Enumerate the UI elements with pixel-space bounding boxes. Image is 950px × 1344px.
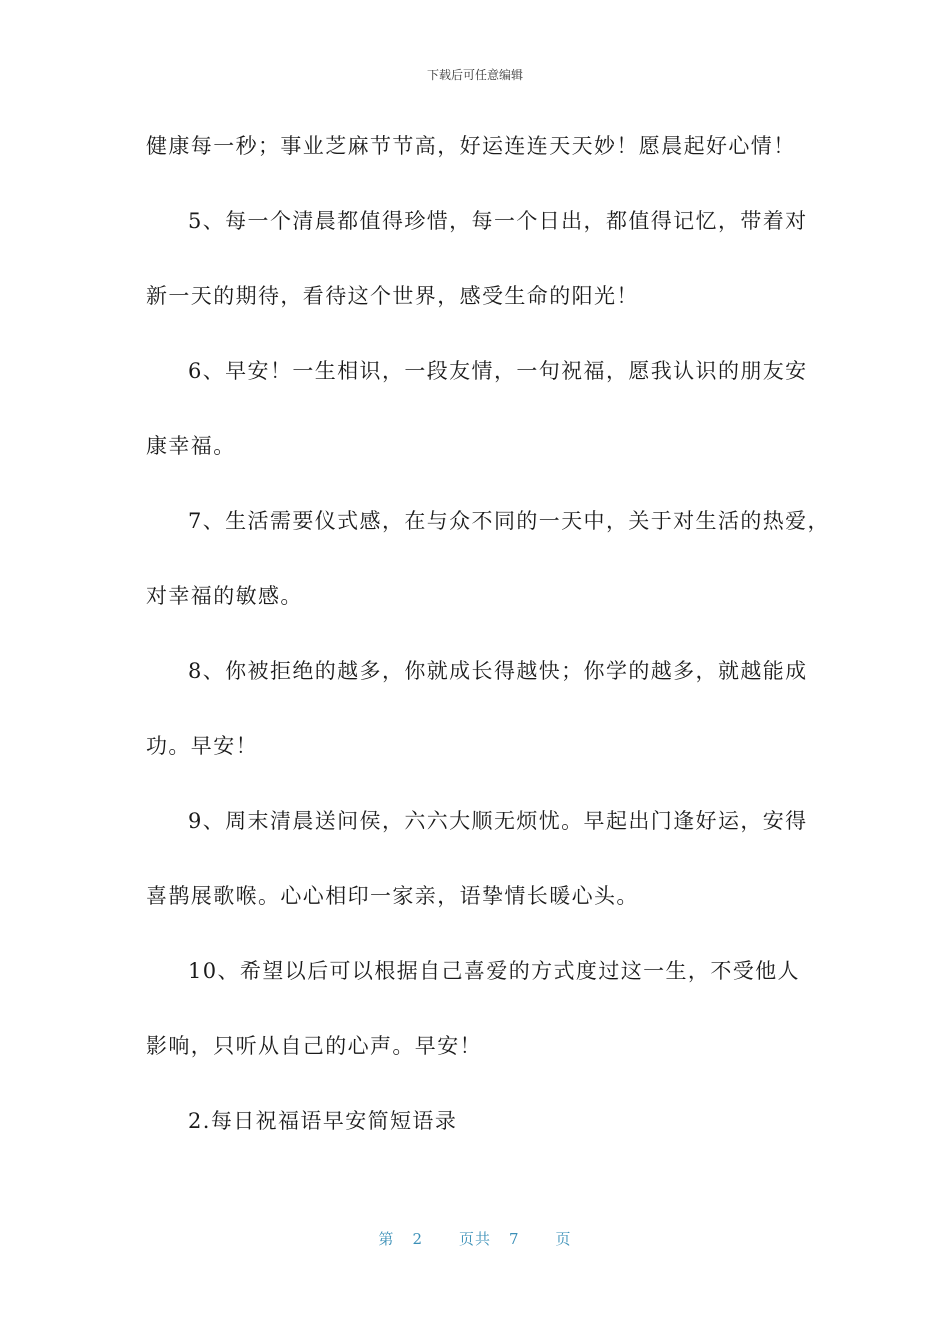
footer-suffix: 页 bbox=[555, 1230, 572, 1248]
total-pages-number: 7 bbox=[509, 1230, 520, 1248]
paragraph-line: 10、希望以后可以根据自己喜爱的方式度过这一生，不受他人 bbox=[188, 959, 800, 983]
paragraph-line: 健康每一秒；事业芝麻节节高，好运连连天天妙！愿晨起好心情！ bbox=[146, 134, 796, 158]
paragraph-line: 功。早安！ bbox=[146, 734, 258, 758]
paragraph-line: 5、每一个清晨都值得珍惜，每一个日出，都值得记忆，带着对 bbox=[188, 209, 808, 233]
paragraph-line: 影响，只听从自己的心声。早安！ bbox=[146, 1034, 482, 1058]
footer-prefix: 第 bbox=[378, 1230, 395, 1248]
page-header: 下载后可任意编辑 bbox=[426, 68, 523, 82]
document-body bbox=[146, 126, 830, 1176]
paragraph-line: 6、早安！一生相识，一段友情，一句祝福，愿我认识的朋友安 bbox=[188, 359, 808, 383]
page-footer bbox=[0, 1228, 950, 1249]
paragraph-line: 7、生活需要仪式感，在与众不同的一天中，关于对生活的热爱， bbox=[188, 509, 830, 533]
paragraph-line: 新一天的期待，看待这个世界，感受生命的阳光！ bbox=[146, 284, 639, 308]
paragraph-line: 喜鹊展歌喉。心心相印一家亲，语挚情长暖心头。 bbox=[146, 884, 639, 908]
paragraph-line: 对幸福的敏感。 bbox=[146, 584, 303, 608]
footer-middle: 页共 bbox=[458, 1230, 491, 1248]
paragraph-line: 8、你被拒绝的越多，你就成长得越快；你学的越多，就越能成 bbox=[188, 659, 808, 683]
paragraph-line: 康幸福。 bbox=[146, 434, 236, 458]
section-heading: 2.每日祝福语早安简短语录 bbox=[188, 1109, 458, 1133]
paragraph-line: 9、周末清晨送问侯，六六大顺无烦忧。早起出门逢好运，安得 bbox=[188, 809, 808, 833]
current-page-number: 2 bbox=[412, 1230, 423, 1248]
